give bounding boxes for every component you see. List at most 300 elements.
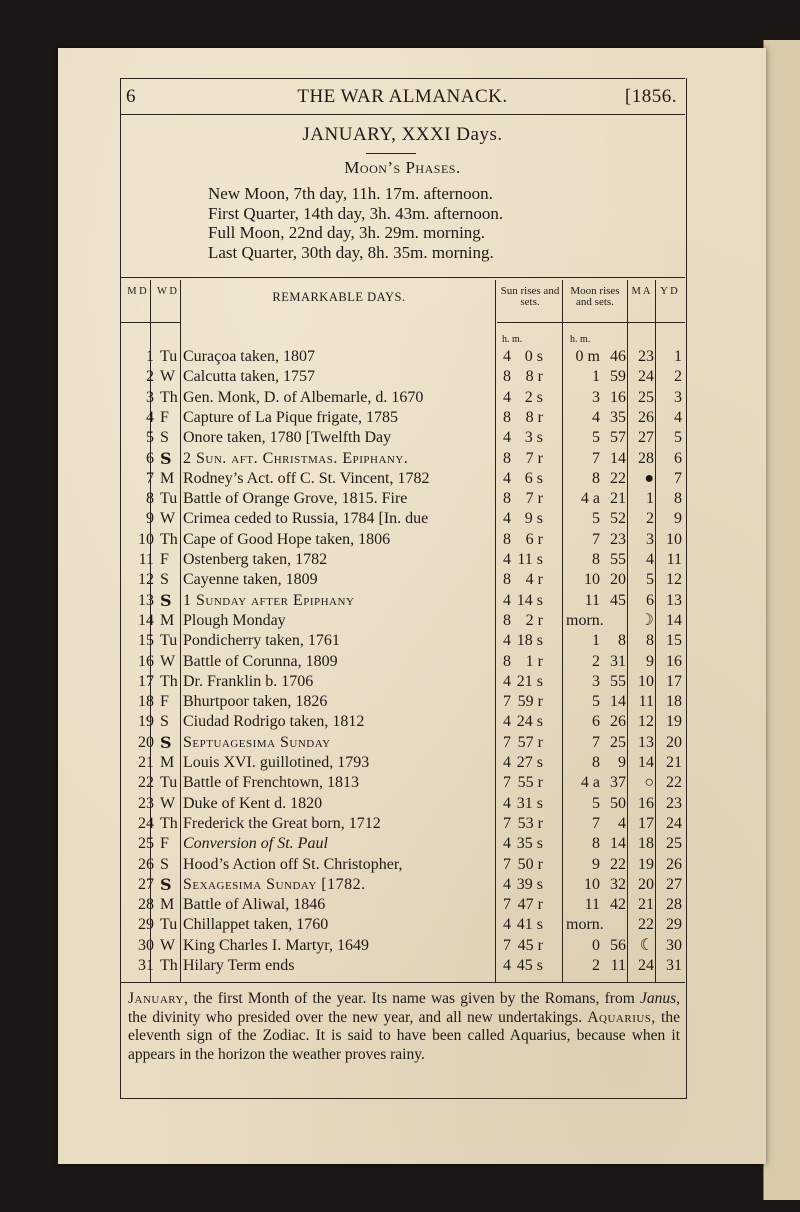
sun-minute: 35 s	[516, 835, 543, 853]
day-of-year: 13	[666, 591, 682, 609]
day-of-year: 29	[666, 916, 682, 934]
table-row	[120, 733, 685, 753]
moon-rise-set: 8	[592, 835, 600, 853]
day-of-year: 6	[674, 449, 682, 467]
moon-minute: 55	[610, 551, 626, 568]
day-of-week: Th	[160, 814, 178, 832]
sun-minute: 7 r	[525, 490, 543, 508]
day-of-year: 2	[674, 368, 682, 386]
sun-hour: 4	[503, 916, 511, 934]
moon-minute: 55	[610, 672, 626, 690]
moon-rise-set: 7	[592, 530, 600, 548]
sun-hour: 7	[503, 855, 511, 873]
moon-minute: 46	[610, 348, 626, 365]
remarkable-day: Dr. Franklin b. 1706	[183, 672, 314, 690]
moon-phase-line: First Quarter, 14th day, 3h. 43m. afternoon.	[208, 203, 504, 223]
moon-age: 25	[638, 388, 654, 406]
day-of-month: 16	[138, 652, 154, 670]
moon-minute: 26	[610, 713, 626, 731]
sun-minute: 41 s	[516, 916, 543, 934]
table-row	[120, 895, 685, 915]
sun-hour: 4	[503, 957, 511, 974]
sun-hour: 7	[503, 693, 511, 711]
sun-minute: 7 r	[525, 449, 543, 467]
col-header-wd: W D	[157, 286, 177, 297]
sun-hour: 4	[503, 348, 511, 365]
running-header	[120, 84, 685, 112]
remarkable-day: Frederick the Great born, 1712	[183, 814, 381, 832]
remarkable-day: Cape of Good Hope taken, 1806	[183, 530, 391, 548]
day-of-month: 30	[138, 936, 154, 954]
remarkable-day: Sexagesima Sunday [1782.	[183, 875, 366, 893]
day-of-month: 6	[146, 449, 154, 467]
sun-minute: 45 s	[516, 957, 543, 974]
day-of-week: S	[160, 874, 172, 894]
day-of-week: Tu	[160, 348, 178, 365]
day-of-month: 28	[138, 896, 154, 914]
table-row	[120, 855, 685, 875]
remarkable-day: Gen. Monk, D. of Albemarle, d. 1670	[183, 388, 424, 406]
moon-age: 27	[638, 429, 654, 447]
moon-rise-set: 7	[592, 814, 600, 832]
sun-minute: 2 s	[524, 388, 543, 406]
moon-rise-set: 10	[584, 875, 600, 893]
moon-age: 23	[638, 348, 654, 365]
day-of-week: M	[160, 896, 175, 914]
moon-phase-line: New Moon, 7th day, 11h. 17m. afternoon.	[208, 184, 493, 203]
table-row	[120, 449, 685, 469]
moon-minute: 57	[610, 429, 626, 447]
day-of-month: 1	[146, 348, 154, 365]
moon-minute: 4	[618, 814, 626, 832]
sun-hour: 7	[503, 936, 511, 954]
sun-hour: 7	[503, 814, 511, 832]
table-row	[120, 469, 685, 489]
moon-age: 2	[646, 510, 654, 528]
sun-minute: 57 r	[517, 733, 543, 751]
moon-age: 6	[646, 591, 654, 609]
sun-hour: 4	[503, 754, 511, 771]
moon-age: 5	[646, 571, 654, 589]
sun-minute: 6 r	[525, 530, 543, 548]
day-of-month: 17	[138, 672, 154, 690]
moon-minute: 59	[610, 368, 626, 386]
table-row	[120, 814, 685, 834]
header-rule	[120, 114, 685, 115]
moon-minute: 45	[610, 591, 626, 609]
moon-rise-set: 4 a	[580, 490, 600, 508]
moon-rise-set: 6	[592, 713, 600, 731]
table-row	[120, 956, 685, 976]
header-underline	[497, 322, 685, 323]
moon-age: 17	[638, 814, 654, 832]
day-of-year: 7	[674, 469, 682, 487]
sun-minute: 11 s	[517, 551, 543, 568]
sun-minute: 8 r	[525, 408, 543, 426]
sun-minute: 27 s	[516, 754, 543, 771]
remarkable-day: Rodney’s Act. off C. St. Vincent, 1782	[183, 469, 430, 487]
table-row	[120, 936, 685, 956]
day-of-week: Th	[160, 530, 178, 548]
sun-minute: 0 s	[524, 348, 543, 365]
moon-age: ☽	[639, 611, 654, 629]
day-of-month: 15	[138, 632, 154, 650]
day-of-week: Tu	[160, 632, 178, 650]
sun-minute: 6 s	[524, 469, 543, 487]
moon-minute: 21	[610, 490, 626, 508]
table-row	[120, 530, 685, 550]
moon-minute: 8	[618, 632, 626, 650]
moon-age: 8	[646, 632, 654, 650]
moon-rise-set: 9	[592, 855, 600, 873]
note-text: the first Month of the year. Its name was given by the Romans, from	[188, 990, 640, 1007]
day-of-month: 24	[138, 814, 154, 832]
moon-minute: 56	[610, 936, 626, 954]
day-of-month: 26	[138, 855, 154, 873]
table-row	[120, 509, 685, 529]
sun-minute: 21 s	[516, 672, 543, 690]
remarkable-day: Hilary Term ends	[183, 957, 295, 974]
sun-hour: 4	[503, 429, 511, 447]
moon-minute: 31	[610, 652, 626, 670]
remarkable-day: Plough Monday	[183, 611, 286, 629]
day-of-month: 4	[146, 408, 154, 426]
table-row	[120, 834, 685, 854]
moon-rise-set: 2	[592, 957, 600, 974]
moon-rise-set: 3	[592, 388, 600, 406]
day-of-week: M	[160, 611, 175, 629]
sun-hour: 8	[503, 652, 511, 670]
day-of-year: 12	[666, 571, 682, 589]
table-row	[120, 672, 685, 692]
moon-age: 16	[638, 794, 654, 812]
moon-minute: 20	[610, 571, 626, 589]
moon-age: 19	[638, 855, 654, 873]
day-of-year: 19	[666, 713, 682, 731]
day-of-year: 18	[666, 693, 682, 711]
moon-age: ☾	[639, 936, 654, 954]
moon-units: h. m.	[570, 334, 591, 345]
moon-rise-set: 3	[592, 672, 600, 690]
sun-minute: 55 r	[517, 774, 543, 792]
day-of-year: 16	[666, 652, 682, 670]
sun-minute: 59 r	[517, 693, 543, 711]
table-row	[120, 753, 685, 773]
day-of-week: Tu	[160, 490, 178, 508]
day-of-year: 22	[666, 774, 682, 792]
sun-minute: 53 r	[517, 814, 543, 832]
year: [1856.	[624, 86, 677, 107]
moon-rise-set: 0 m	[575, 348, 600, 365]
table-row	[120, 347, 685, 367]
moon-minute: 9	[618, 754, 626, 771]
month-note	[128, 990, 680, 1064]
sun-hour: 4	[503, 835, 511, 853]
remarkable-day: Cayenne taken, 1809	[183, 571, 318, 589]
remarkable-day: Battle of Aliwal, 1846	[183, 896, 326, 914]
moon-age: 24	[638, 957, 654, 974]
moon-minute: 16	[610, 388, 626, 406]
col-header-yd: Y D	[660, 286, 678, 297]
table-row	[120, 875, 685, 895]
remarkable-day: Battle of Corunna, 1809	[183, 652, 338, 670]
day-of-week: S	[160, 855, 169, 873]
adjacent-page-edge	[763, 40, 800, 1200]
day-of-week: S	[160, 429, 169, 447]
sun-hour: 7	[503, 896, 511, 914]
moon-minute: 14	[610, 835, 626, 853]
moon-age: 10	[638, 672, 654, 690]
moon-age: 9	[646, 652, 654, 670]
sun-hour: 8	[503, 368, 511, 386]
day-of-month: 9	[146, 510, 154, 528]
moon-minute: 25	[610, 733, 626, 751]
day-of-month: 27	[138, 875, 154, 893]
moon-minute: 50	[610, 794, 626, 812]
day-of-month: 14	[138, 611, 154, 629]
remarkable-day: Chillappet taken, 1760	[183, 916, 329, 934]
day-of-week: W	[160, 794, 176, 812]
moon-rise-set: 5	[592, 794, 600, 812]
sun-hour: 8	[503, 490, 511, 508]
moon-minute: 14	[610, 693, 626, 711]
day-of-week: Tu	[160, 916, 178, 934]
day-of-month: 10	[138, 530, 154, 548]
day-of-week: W	[160, 936, 176, 954]
moon-age: 13	[638, 733, 654, 751]
day-of-year: 1	[674, 348, 682, 365]
sun-hour: 8	[503, 571, 511, 589]
table-row	[120, 631, 685, 651]
note-text: the divinity who presided over the new year, and all new undertakings.	[128, 1008, 588, 1026]
day-of-year: 10	[666, 530, 682, 548]
day-of-month: 8	[146, 490, 154, 508]
remarkable-day: Onore taken, 1780 [Twelfth Day	[183, 429, 392, 447]
day-of-month: 12	[138, 571, 154, 589]
day-of-year: 21	[666, 754, 682, 771]
day-of-year: 5	[674, 429, 682, 447]
day-of-week: S	[160, 713, 169, 731]
sun-hour: 4	[503, 713, 511, 731]
moon-age: 22	[638, 916, 654, 934]
moon-rise-set: 8	[592, 469, 600, 487]
sun-hour: 8	[503, 530, 511, 548]
moon-rise-set: 8	[592, 551, 600, 568]
day-of-week: F	[160, 408, 169, 426]
moon-minute: 11	[610, 957, 626, 974]
note-january: January,	[128, 990, 189, 1007]
moon-rise-set: 11	[584, 591, 600, 609]
day-of-week: S	[160, 732, 172, 752]
moon-age: 12	[638, 713, 654, 731]
day-of-week: Th	[160, 957, 178, 974]
table-row	[120, 915, 685, 935]
day-of-year: 28	[666, 896, 682, 914]
moon-age: 21	[638, 896, 654, 914]
moon-rise-set: 0	[592, 936, 600, 954]
moon-age: 1	[646, 490, 654, 508]
table-row	[120, 550, 685, 570]
moon-rise-set: 2	[592, 652, 600, 670]
day-of-month: 2	[146, 368, 154, 386]
remarkable-day: Curaçoa taken, 1807	[183, 348, 315, 365]
day-of-week: M	[160, 754, 175, 771]
sun-hour: 4	[503, 632, 511, 650]
day-of-month: 11	[138, 551, 154, 568]
moon-age: 4	[646, 551, 654, 568]
day-of-year: 20	[666, 733, 682, 751]
sun-minute: 2 r	[525, 611, 543, 629]
remarkable-day: Crimea ceded to Russia, 1784 [In. due	[183, 510, 429, 528]
day-of-week: S	[160, 571, 169, 589]
day-of-year: 26	[666, 855, 682, 873]
moon-rise-set: morn.	[566, 611, 604, 629]
running-title: THE WAR ALMANACK.	[297, 86, 508, 107]
col-header-sun: Sun rises and sets.	[500, 285, 560, 308]
col-header-moon: Moon rises and sets.	[570, 285, 620, 308]
sun-hour: 7	[503, 733, 511, 751]
table-row	[120, 773, 685, 793]
sun-minute: 47 r	[517, 896, 543, 914]
day-of-week: W	[160, 652, 176, 670]
table-row	[120, 489, 685, 509]
sun-minute: 14 s	[516, 591, 543, 609]
month-title: JANUARY, XXXI Days.	[302, 124, 503, 145]
moon-minute: 35	[610, 408, 626, 426]
sun-minute: 4 r	[525, 571, 543, 589]
day-of-month: 7	[146, 469, 154, 487]
moon-age: 20	[638, 875, 654, 893]
day-of-week: Tu	[160, 774, 178, 792]
note-aquarius: Aquarius,	[587, 1008, 656, 1026]
table-row	[120, 408, 685, 428]
note-text: the eleventh sign of the Zodiac. It is said to have been called Aquarius, because when it appears in the horizon the weather proves rainy.	[128, 1008, 680, 1063]
day-of-month: 21	[138, 754, 154, 771]
day-of-year: 24	[666, 814, 682, 832]
day-of-week: Th	[160, 672, 178, 690]
moon-rise-set: 10	[584, 571, 600, 589]
sun-hour: 4	[503, 794, 511, 812]
moon-minute: 32	[610, 875, 626, 893]
sun-hour: 4	[503, 591, 511, 609]
moon-minute: 23	[610, 530, 626, 548]
sun-minute: 39 s	[516, 875, 543, 893]
moon-minute: 14	[610, 449, 626, 467]
day-of-year: 3	[674, 388, 682, 406]
day-of-year: 11	[666, 551, 682, 568]
moon-age: 28	[638, 449, 654, 467]
section-rule	[120, 277, 685, 278]
sun-minute: 18 s	[516, 632, 543, 650]
day-of-year: 30	[666, 936, 682, 954]
sun-minute: 50 r	[517, 855, 543, 873]
day-of-month: 25	[138, 835, 154, 853]
day-of-month: 31	[138, 957, 154, 974]
day-of-week: W	[160, 510, 176, 528]
day-of-month: 29	[138, 916, 154, 934]
remarkable-day: Battle of Frenchtown, 1813	[183, 774, 359, 792]
moon-rise-set: morn.	[566, 916, 604, 934]
sun-units: h. m.	[502, 334, 523, 345]
moon-age: ●	[644, 469, 654, 487]
table-row	[120, 388, 685, 408]
title-divider	[366, 153, 416, 154]
sun-hour: 4	[503, 388, 511, 406]
sun-hour: 4	[503, 469, 511, 487]
day-of-month: 22	[138, 774, 154, 792]
day-of-year: 17	[666, 672, 682, 690]
moon-rise-set: 5	[592, 510, 600, 528]
remarkable-day: Ostenberg taken, 1782	[183, 551, 328, 568]
moon-rise-set: 7	[592, 733, 600, 751]
day-of-month: 23	[138, 794, 154, 812]
table-row	[120, 652, 685, 672]
note-janus: Janus,	[639, 990, 680, 1007]
day-of-month: 3	[146, 388, 154, 406]
sun-minute: 24 s	[516, 713, 543, 731]
day-of-year: 15	[666, 632, 682, 650]
moon-age: 26	[638, 408, 654, 426]
day-of-year: 23	[666, 794, 682, 812]
sun-minute: 3 s	[524, 429, 543, 447]
day-of-month: 13	[138, 591, 154, 609]
day-of-year: 25	[666, 835, 682, 853]
sun-hour: 4	[503, 672, 511, 690]
day-of-month: 18	[138, 693, 154, 711]
moon-minute: 52	[610, 510, 626, 528]
day-of-week: S	[160, 448, 172, 468]
day-of-month: 19	[138, 713, 154, 731]
table-row	[120, 611, 685, 631]
remarkable-day: Pondicherry taken, 1761	[183, 632, 340, 650]
moon-age: 11	[638, 693, 654, 711]
day-of-month: 5	[146, 429, 154, 447]
day-of-week: Th	[160, 388, 178, 406]
moon-rise-set: 1	[592, 368, 600, 386]
moon-rise-set: 11	[584, 896, 600, 914]
moon-rise-set: 1	[592, 632, 600, 650]
remarkable-day: King Charles I. Martyr, 1649	[183, 936, 369, 954]
moon-age: 14	[638, 754, 654, 771]
moon-phase-line: Last Quarter, 30th day, 8h. 35m. morning.	[208, 242, 494, 262]
day-of-week: S	[160, 590, 172, 610]
sun-minute: 8 r	[525, 368, 543, 386]
moon-age: 3	[646, 530, 654, 548]
table-row	[120, 367, 685, 387]
moon-rise-set: 4	[592, 408, 600, 426]
sun-hour: 4	[503, 551, 511, 568]
col-header-ma: M A	[631, 286, 651, 297]
sun-minute: 31 s	[516, 794, 543, 812]
moon-minute: 22	[610, 469, 626, 487]
remarkable-day: Capture of La Pique frigate, 1785	[183, 408, 399, 426]
sun-hour: 4	[503, 875, 511, 893]
moon-rise-set: 7	[592, 449, 600, 467]
day-of-week: F	[160, 835, 169, 853]
table-row	[120, 591, 685, 611]
sun-hour: 7	[503, 774, 511, 792]
day-of-year: 9	[674, 510, 682, 528]
moon-rise-set: 5	[592, 693, 600, 711]
moon-age: 24	[638, 368, 654, 386]
table-row	[120, 712, 685, 732]
remarkable-day: Duke of Kent d. 1820	[183, 794, 323, 812]
sun-hour: 8	[503, 449, 511, 467]
remarkable-day: Conversion of St. Paul	[183, 835, 328, 853]
moon-minute: 37	[610, 774, 626, 792]
sun-minute: 9 s	[524, 510, 543, 528]
day-of-year: 8	[674, 490, 682, 508]
